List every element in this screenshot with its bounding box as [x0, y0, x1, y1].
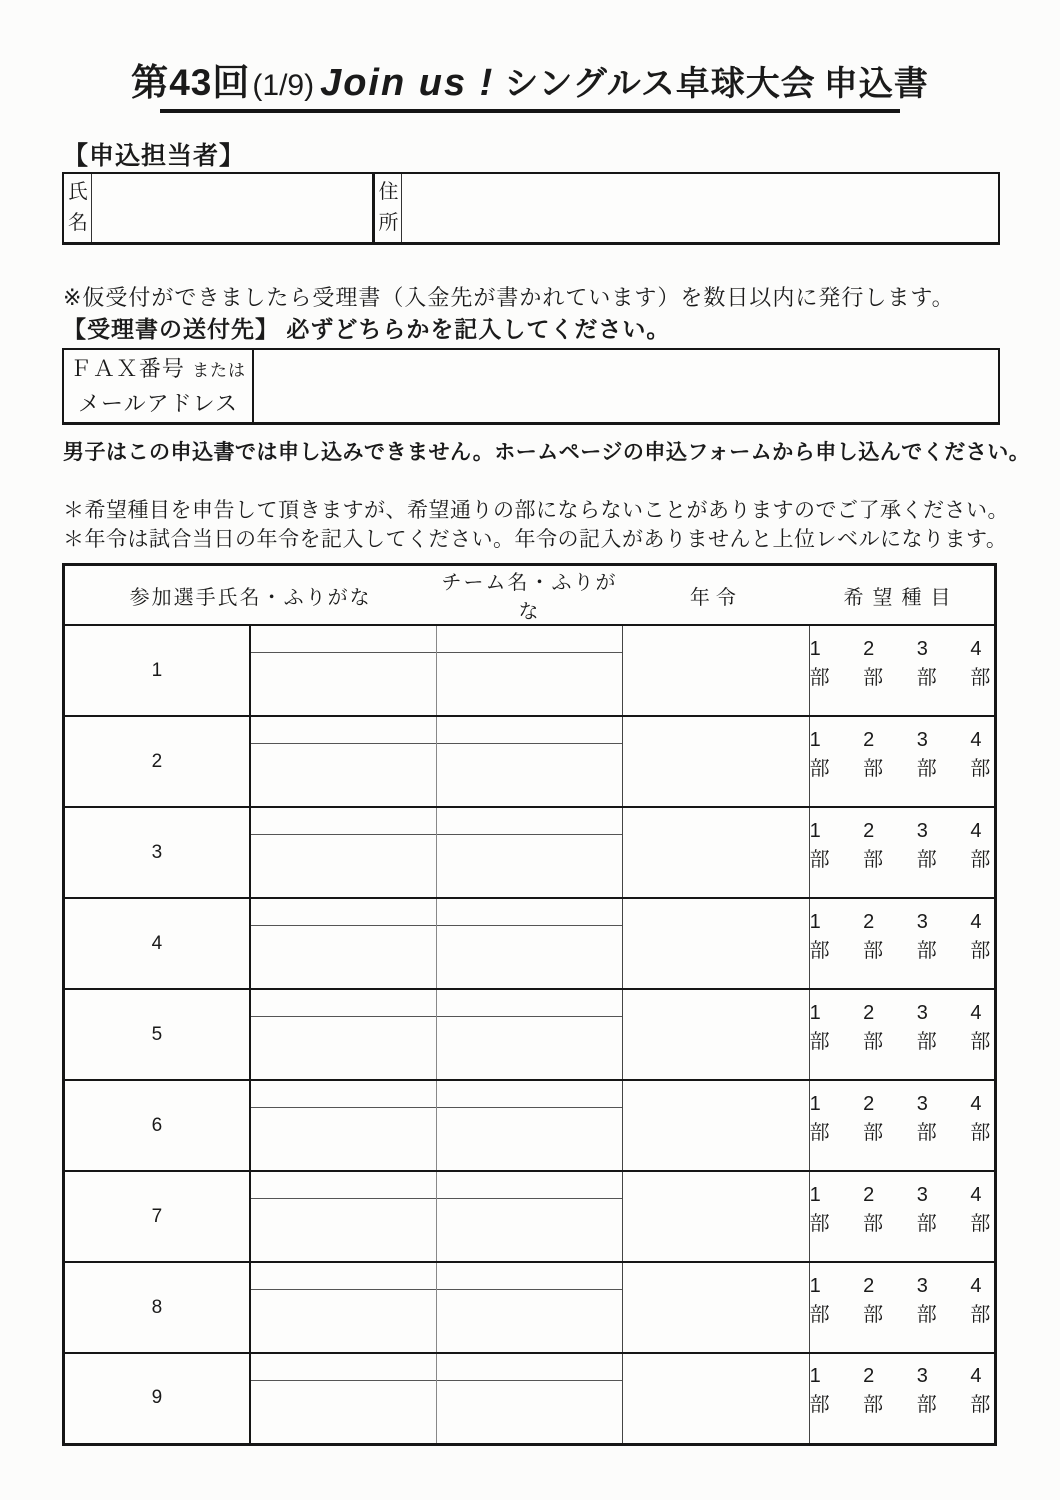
furigana-divider-line — [251, 743, 436, 744]
age-field[interactable] — [623, 625, 809, 716]
division-option[interactable]: 2部 — [863, 1183, 884, 1235]
division-option[interactable]: 4部 — [970, 1092, 991, 1144]
row-number: 9 — [64, 1353, 250, 1444]
team-name-field[interactable] — [436, 1080, 622, 1171]
name-label — [63, 173, 91, 244]
age-field[interactable] — [623, 989, 809, 1080]
player-name-field[interactable] — [250, 807, 436, 898]
age-field[interactable] — [623, 807, 809, 898]
row-number: 4 — [64, 898, 250, 989]
furigana-divider-line — [437, 1289, 622, 1290]
team-name-field[interactable] — [436, 1353, 622, 1444]
receipt-destination-heading: 【受理書の送付先】 必ずどちらかを記入してください。 — [63, 316, 671, 342]
division-options-cell — [809, 1080, 995, 1171]
team-name-field[interactable] — [436, 898, 622, 989]
player-row — [64, 1262, 996, 1353]
team-name-field[interactable] — [436, 1262, 622, 1353]
age-field[interactable] — [623, 1171, 809, 1262]
row-number: 3 — [64, 807, 250, 898]
division-option[interactable]: 1部 — [809, 819, 830, 871]
division-option[interactable]: 4部 — [970, 1001, 991, 1053]
division-option[interactable]: 3部 — [916, 819, 937, 871]
furigana-divider-line — [437, 1198, 622, 1199]
division-option[interactable]: 4部 — [970, 1183, 991, 1235]
player-name-field[interactable] — [250, 716, 436, 807]
address-label — [373, 173, 401, 244]
header-division: 希望種目 — [809, 565, 995, 626]
division-option[interactable]: 3部 — [916, 728, 937, 780]
player-name-field[interactable] — [250, 625, 436, 716]
row-number: 2 — [64, 716, 250, 807]
division-option[interactable]: 1部 — [809, 910, 830, 962]
division-option[interactable]: 2部 — [863, 637, 884, 689]
division-option[interactable]: 4部 — [970, 1365, 991, 1417]
age-field[interactable] — [623, 716, 809, 807]
furigana-divider-line — [251, 1198, 436, 1199]
furigana-divider-line — [437, 1380, 622, 1381]
row-number: 5 — [64, 989, 250, 1080]
division-option[interactable]: 2部 — [863, 819, 884, 871]
row-number: 8 — [64, 1262, 250, 1353]
division-option[interactable]: 4部 — [970, 910, 991, 962]
fax-email-row — [63, 349, 999, 424]
division-option[interactable]: 1部 — [809, 728, 830, 780]
header-player-name: 参加選手氏名・ふりがな — [64, 565, 437, 626]
division-options-cell — [809, 1262, 995, 1353]
division-option[interactable]: 2部 — [863, 728, 884, 780]
division-option[interactable]: 1部 — [809, 1274, 830, 1326]
fax-email-label — [63, 349, 253, 424]
age-field[interactable] — [623, 898, 809, 989]
division-option[interactable]: 4部 — [970, 819, 991, 871]
player-name-field[interactable] — [250, 1171, 436, 1262]
name-label-char2: 名 — [68, 212, 88, 234]
furigana-divider-line — [251, 1380, 436, 1381]
player-name-field[interactable] — [250, 898, 436, 989]
furigana-divider-line — [437, 652, 622, 653]
players-table-header-row — [64, 565, 996, 626]
address-label-char2: 所 — [378, 212, 399, 234]
furigana-divider-line — [437, 1016, 622, 1017]
division-option[interactable]: 3部 — [916, 1365, 937, 1417]
age-field[interactable] — [623, 1353, 809, 1444]
note-age-entry: ＊年令は試合当日の年令を記入してください。年令の記入がありませんと上位レベルになります。 — [63, 528, 1008, 551]
email-label: メールアドレス — [78, 391, 238, 416]
team-name-field[interactable] — [436, 989, 622, 1080]
player-row — [64, 1353, 996, 1444]
title-event-name: シングルス卓球大会 — [504, 65, 816, 103]
division-option[interactable]: 2部 — [863, 1001, 884, 1053]
division-option[interactable]: 1部 — [809, 1365, 830, 1417]
contact-row — [63, 173, 999, 244]
age-field[interactable] — [623, 1080, 809, 1171]
title-double-underline — [160, 109, 900, 113]
player-row — [64, 716, 996, 807]
furigana-divider-line — [251, 834, 436, 835]
division-option[interactable]: 1部 — [809, 637, 830, 689]
division-option[interactable]: 3部 — [916, 1274, 937, 1326]
row-number: 1 — [64, 625, 250, 716]
division-options-cell — [809, 989, 995, 1080]
title-form-word: 申込書 — [823, 65, 929, 103]
furigana-divider-line — [251, 925, 436, 926]
fax-or-email-field[interactable] — [253, 349, 999, 424]
contact-address-field[interactable] — [401, 173, 999, 244]
furigana-divider-line — [437, 925, 622, 926]
fax-email-table — [62, 348, 1000, 425]
division-options-cell — [809, 625, 995, 716]
pre-table-notes — [63, 496, 1009, 554]
division-options-cell — [809, 807, 995, 898]
furigana-divider-line — [251, 1016, 436, 1017]
fax-label-suffix: または — [192, 361, 247, 380]
receipt-issuance-note: ※仮受付ができましたら受理書（入金先が書かれています）を数日以内に発行します。 — [63, 285, 955, 310]
player-row — [64, 807, 996, 898]
furigana-divider-line — [251, 1107, 436, 1108]
division-option[interactable]: 4部 — [970, 1274, 991, 1326]
division-option[interactable]: 3部 — [916, 910, 937, 962]
header-age: 年令 — [623, 565, 809, 626]
contact-section-heading: 【申込担当者】 — [63, 142, 246, 170]
division-option[interactable]: 2部 — [863, 1365, 884, 1417]
division-option[interactable]: 3部 — [916, 1183, 937, 1235]
title-round: 第43回 — [131, 62, 251, 103]
title-join-us: Join us ! — [320, 62, 495, 104]
team-name-field[interactable] — [436, 807, 622, 898]
address-label-char1: 住 — [378, 181, 399, 203]
fax-label-main: ＦＡＸ番号 — [69, 356, 185, 381]
division-options-cell — [809, 716, 995, 807]
division-option[interactable]: 2部 — [863, 910, 884, 962]
division-option[interactable]: 1部 — [809, 1183, 830, 1235]
division-options-cell — [809, 898, 995, 989]
furigana-divider-line — [437, 1107, 622, 1108]
men-not-allowed-notice: 男子はこの申込書では申し込みできません。ホームページの申込フォームから申し込んでください。 — [63, 441, 1031, 464]
furigana-divider-line — [437, 834, 622, 835]
player-name-field[interactable] — [250, 1262, 436, 1353]
furigana-divider-line — [437, 743, 622, 744]
page-title — [0, 52, 1060, 113]
team-name-field[interactable] — [436, 716, 622, 807]
name-label-char1: 氏 — [68, 181, 88, 203]
division-options-cell — [809, 1353, 995, 1444]
row-number: 6 — [64, 1080, 250, 1171]
player-name-field[interactable] — [250, 1353, 436, 1444]
players-table-body — [64, 625, 996, 1444]
players-table — [62, 563, 997, 1446]
division-option[interactable]: 4部 — [970, 728, 991, 780]
division-option[interactable]: 1部 — [809, 1001, 830, 1053]
header-team-name: チーム名・ふりがな — [436, 565, 622, 626]
player-row — [64, 989, 996, 1080]
contact-table — [62, 172, 1000, 245]
division-option[interactable]: 4部 — [970, 637, 991, 689]
row-number: 7 — [64, 1171, 250, 1262]
division-options-cell — [809, 1171, 995, 1262]
team-name-field[interactable] — [436, 1171, 622, 1262]
age-field[interactable] — [623, 1262, 809, 1353]
division-option[interactable]: 2部 — [863, 1274, 884, 1326]
contact-name-field[interactable] — [91, 173, 373, 244]
furigana-divider-line — [251, 1289, 436, 1290]
division-option[interactable]: 2部 — [863, 1092, 884, 1144]
player-name-field[interactable] — [250, 1080, 436, 1171]
division-option[interactable]: 1部 — [809, 1092, 830, 1144]
division-option[interactable]: 3部 — [916, 637, 937, 689]
team-name-field[interactable] — [436, 625, 622, 716]
player-row — [64, 898, 996, 989]
division-option[interactable]: 3部 — [916, 1001, 937, 1053]
player-row — [64, 1171, 996, 1262]
note-division-preference: ＊希望種目を申告して頂きますが、希望通りの部にならないことがありますのでご了承ください。 — [63, 499, 1009, 522]
player-row — [64, 1080, 996, 1171]
title-page-number: (1/9) — [252, 69, 315, 102]
furigana-divider-line — [251, 652, 436, 653]
player-name-field[interactable] — [250, 989, 436, 1080]
player-row — [64, 625, 996, 716]
division-option[interactable]: 3部 — [916, 1092, 937, 1144]
